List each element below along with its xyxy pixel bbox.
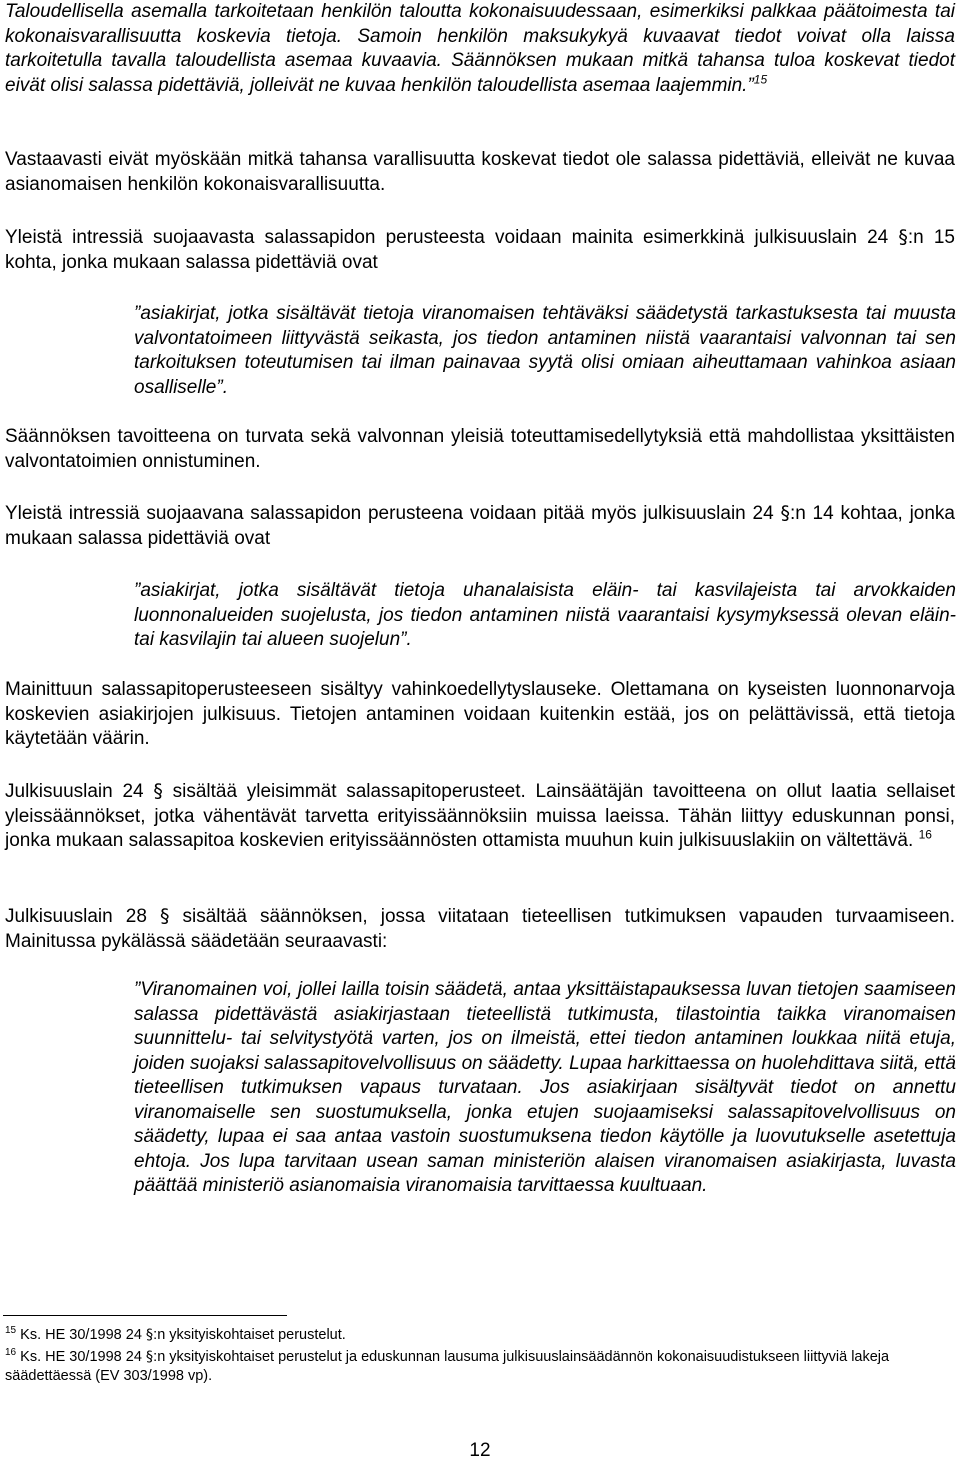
paragraph-research-freedom: Julkisuuslain 28 § sisältää säännöksen, jossa viitataan tieteellisen tutkimuksen vapauden turvaamiseen. Mainitussa pykälässä säädetään seuraavasti: xyxy=(5,905,956,952)
section-sign: § xyxy=(153,780,163,802)
footnote-number: 16 xyxy=(5,1347,17,1359)
footnote-15: $^{15}$ Ks. HE 30/1998 24 §:n yksityiskohtaiset perustelut. xyxy=(5,1325,346,1343)
page-number: 12 xyxy=(469,1440,491,1461)
footnote-number: 15 xyxy=(5,1325,17,1337)
paragraph-financial-position xyxy=(5,0,955,98)
footnote-ref-15[interactable]: 15 xyxy=(753,72,768,87)
quote-endangered-species: ”asiakirjat, jotka sisältävät tietoja uhanalaisista eläin- tai kasvilajeista tai arvokkaiden luonnonalueiden suojelusta, jos tiedon antaminen niistä vaarantaisi kysymyksessä olevan eläin- tai kasvilajin tai alueen suojelun”. xyxy=(134,580,956,650)
footnote-ref-16[interactable]: 16 xyxy=(918,827,932,842)
footnote-16: $^{16}$ Ks. HE 30/1998 24 §:n yksityiskohtaiset perustelut ja eduskunnan lausuma julkisuuslainsäädännön kokonaisuudistukseen liittyviä lakeja säädettäessä (EV 303/1998 vp). xyxy=(5,1347,890,1384)
paragraph-general-provisions: Julkisuuslain 24 § sisältää yleisimmät salassapitoperusteet. Lainsäätäjän tavoitteena on ollut laatia sellaiset yleissäännökset, jotka vähentävät tarvetta erityissäännöksiin muissa laeissa. Tähän liittyy eduskunnan ponsi, jonka mukaan salassapitoa koskevien erityissäännösten ottamista muuhun kuin julkisuuslakiin on vältettävä. $^{16}$ xyxy=(5,780,955,851)
section-sign: § xyxy=(898,226,908,248)
section-sign: § xyxy=(145,1327,154,1343)
quote-supervision: ”asiakirjat, jotka sisältävät tietoja viranomaisen tehtäväksi säädetystä tarkastuksesta tai muusta valvontatoimeen liittyvästä seikasta, jos tiedon antaminen niistä vaarantaisi valvonnan tai sen tarkoituksen toteutumisen tai ilman painavaa syytä olisi omiaan aiheuttamaan vahinkoa asiaan osalliselle”. xyxy=(134,303,956,398)
paragraph-financial-position-text: Taloudellisella asemalla tarkoitetaan henkilön taloutta kokonaisuudessaan, esimerkiksi palkkaa päätoimesta tai kokonaisvarallisuutta koskevia tietoja. Samoin henkilön maksukykyä kuvaavat tiedot voivat olla laissa tarkoitetulla tavalla taloudellista asemaa kuvaavia. Säännöksen mukaan mitkä tahansa tuloa koskevat tiedot eivät olisi salassa pidettäviä, jolleivät ne kuvaa henkilön taloudellista asemaa laajemmin.” xyxy=(5,1,955,96)
paragraph-public-interest-2: Yleistä intressiä suojaavana salassapidon perusteena voidaan pitää myös julkisuuslain 24 §:n 14 kohtaa, jonka mukaan salassa pidettäviä ovat xyxy=(5,502,955,549)
section-sign: § xyxy=(780,502,790,524)
paragraph-purpose: Säännöksen tavoitteena on turvata sekä valvonnan yleisiä toteuttamisedellytyksiä että mahdollistaa yksittäisten valvontatoimien onnistuminen. xyxy=(5,426,955,472)
quote-research-permit: ”Viranomainen voi, jollei lailla toisin säädetä, antaa yksittäistapauksessa luvan tietojen saamiseen salassa pidettävästä asiakirjastaan tieteellistä tutkimusta, tilastointia taikka viranomaisen suunnittelu- tai selvitystyötä varten, jos on ilmeistä, ettei tiedon antaminen loukkaa niitä etuja, joiden suojaksi salassapitovelvollisuus on säädetty. Lupaa harkittaessa on huolehdittava siitä, että tieteellisen tutkimuksen vapaus turvataan. Jos asiakirjaan sisältyvät tiedot on annettu viranomaiselle sen suostumuksella, jonka etujen suojaamiseksi salassapitovelvollisuus on säädetty, lupaa ei saa antaa vastoin suostumuksena tiedon käytölle ja luovutukselle asetettuja ehtoja. Jos lupa tarvitaan usean saman ministeriön alaisen viranomaisen asiakirjasta, luvasta päättää ministeriö asianomaisia viranomaisia tarvittaessa kuultuaan. xyxy=(134,979,956,1196)
paragraph-public-interest-1: Yleistä intressiä suojaavasta salassapidon perusteesta voidaan mainita esimerkkinä julkisuuslain 24 §:n 15 kohta, jonka mukaan salassa pidettäviä ovat xyxy=(5,226,955,273)
paragraph-assets: Vastaavasti eivät myöskään mitkä tahansa varallisuutta koskevat tiedot ole salassa pidettäviä, elleivät ne kuvaa asianomaisen henkilön kokonaisvarallisuutta. xyxy=(5,149,955,195)
paragraph-harm-clause: Mainittuun salassapitoperusteeseen sisältyy vahinkoedellytyslauseke. Olettamana on kyseisten luonnonarvoja koskevien asiakirjojen julkisuus. Tietojen antaminen voidaan kuitenkin estää, jos on pelättävissä, että tietoja käytetään väärin. xyxy=(5,679,955,749)
footnote-separator xyxy=(3,1315,287,1316)
section-sign: § xyxy=(159,905,170,927)
section-sign: § xyxy=(145,1349,154,1365)
